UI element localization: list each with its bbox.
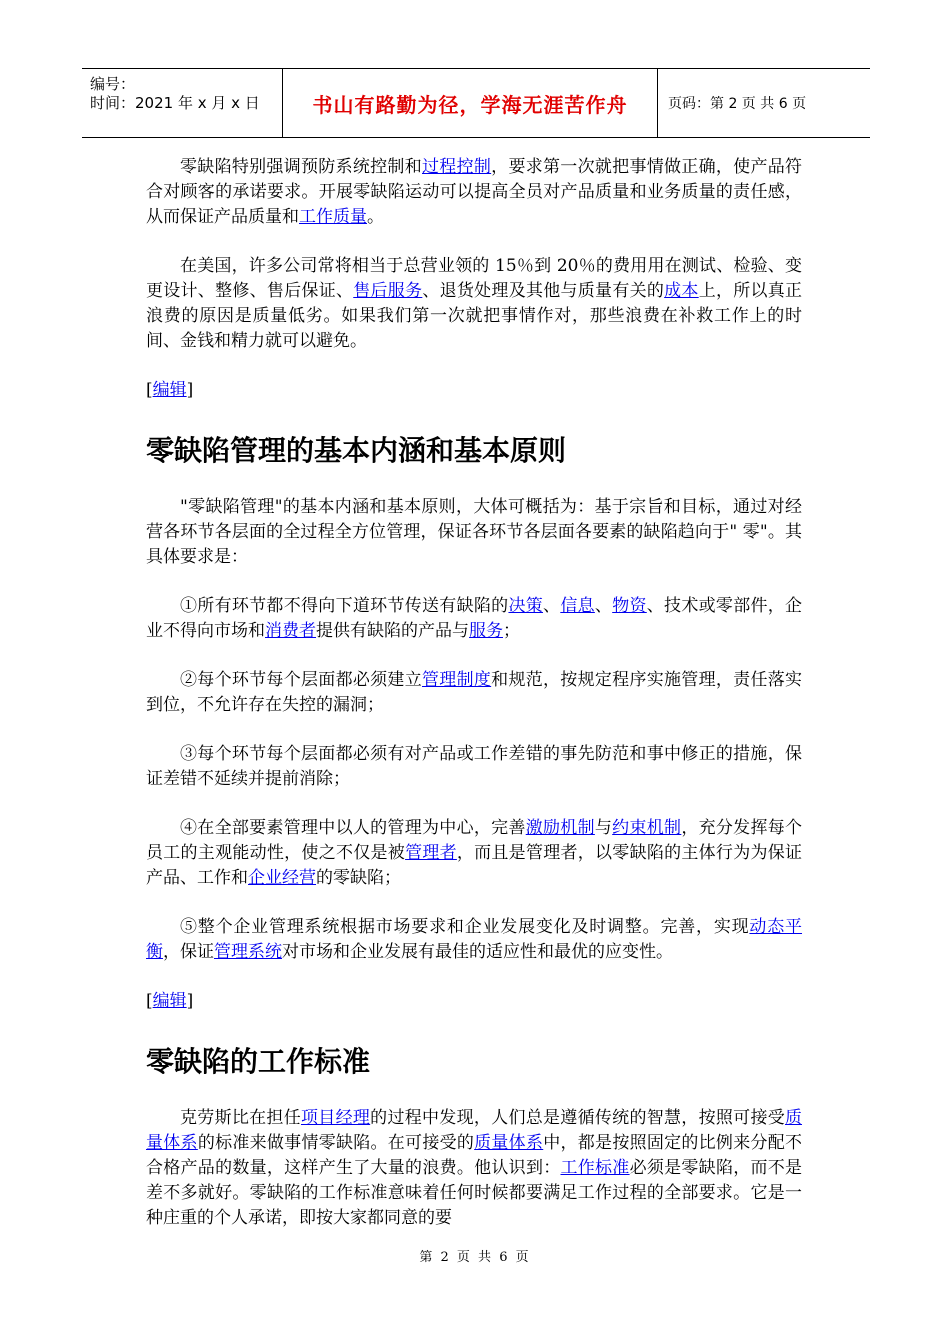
- list-item: ④在全部要素管理中以人的管理为中心，完善激励机制与约束机制，充分发挥每个员工的主观能动性，使之不仅是被管理者，而且是管理者，以零缺陷的主体行为为保证产品、工作和企业经营的零缺陷；: [146, 818, 803, 888]
- section-heading: 零缺陷管理的基本内涵和基本原则: [146, 434, 567, 467]
- link-work-standard[interactable]: 工作标准: [560, 1158, 630, 1178]
- list-item: ③每个环节每个层面都必须有对产品或工作差错的事先防范和事中修正的措施，保证差错不延续并提前消除；: [146, 744, 802, 789]
- link-manager[interactable]: 管理者: [405, 843, 457, 863]
- link-project-manager[interactable]: 项目经理: [301, 1108, 371, 1128]
- link-management-system[interactable]: 管理制度: [422, 670, 492, 690]
- list-item: ②每个环节每个层面都必须建立管理制度和规范，按规定程序实施管理，责任落实到位，不允许存在失控的漏洞；: [146, 670, 803, 715]
- link-cost[interactable]: 成本: [664, 281, 699, 301]
- edit-link[interactable]: 编辑: [152, 991, 187, 1011]
- page-header: [82, 68, 870, 138]
- link-work-quality[interactable]: 工作质量: [299, 207, 367, 227]
- link-incentive-mechanism[interactable]: 激励机制: [525, 818, 595, 838]
- link-dynamic-balance[interactable]: 动态平衡: [146, 917, 803, 962]
- paragraph: 零缺陷特别强调预防系统控制和过程控制，要求第一次就把事情做正确，使产品符合对顾客的承诺要求。开展零缺陷运动可以提高全员对产品质量和业务质量的责任感，从而保证产品质量和工作质量。: [146, 157, 803, 227]
- link-quality-system[interactable]: 质量体系: [146, 1108, 803, 1153]
- link-after-sales-service[interactable]: 售后服务: [353, 281, 423, 301]
- page-footer: 第 2 页 共 6 页: [419, 1250, 531, 1265]
- edit-link[interactable]: 编辑: [152, 380, 187, 400]
- paragraph: 在美国，许多公司常将相当于总营业领的 15％到 20％的费用用在测试、检验、变更设计、整修、售后保证、售后服务、退货处理及其他与质量有关的成本上，所以真正浪费的原因是质量低劣。如果我们第一次就把事情作对，那些浪费在补救工作上的时间、金钱和精力就可以避免。: [146, 256, 803, 351]
- link-service[interactable]: 服务: [469, 621, 503, 641]
- document-body: [146, 155, 802, 1231]
- link-process-control[interactable]: 过程控制: [422, 157, 492, 177]
- link-management-systems[interactable]: 管理系统: [214, 942, 282, 962]
- link-quality-system-2[interactable]: 质量体系: [474, 1133, 544, 1153]
- header-motto: 书山有路勤为径，学海无涯苦作舟: [282, 69, 658, 137]
- paragraph: 克劳斯比在担任项目经理的过程中发现，人们总是遵循传统的智慧，按照可接受质量体系的标准来做事情零缺陷。在可接受的质量体系中，都是按照固定的比例来分配不合格产品的数量，这样产生了大量的浪费。他认识到：工作标准必须是零缺陷，而不是差不多就好。零缺陷的工作标准意味着任何时候都要满足工作过程的全部要求。它是一种庄重的个人承诺，即按大家都同意的要: [146, 1108, 803, 1228]
- edit-link-wrapper: [编辑]: [146, 991, 194, 1011]
- list-item: ⑤整个企业管理系统根据市场要求和企业发展变化及时调整。完善，实现动态平衡，保证管理系统对市场和企业发展有最佳的适应性和最优的应变性。: [146, 917, 803, 962]
- paragraph: "零缺陷管理"的基本内涵和基本原则，大体可概括为：基于宗旨和目标，通过对经营各环节各层面的全过程全方位管理，保证各环节各层面各要素的缺陷趋向于" 零"。其具体要求是：: [146, 497, 802, 567]
- link-consumer[interactable]: 消费者: [265, 621, 316, 641]
- link-constraint-mechanism[interactable]: 约束机制: [612, 818, 682, 838]
- doc-date-label: 时间：2021 年 x 月 x 日: [90, 94, 260, 112]
- header-left: [82, 69, 282, 137]
- edit-link-wrapper: [编辑]: [146, 380, 194, 400]
- link-enterprise-operation[interactable]: 企业经营: [248, 868, 316, 888]
- link-materials[interactable]: 物资: [612, 596, 647, 616]
- header-page-label: 页码：第 2 页 共 6 页: [668, 96, 807, 112]
- section-heading: 零缺陷的工作标准: [146, 1045, 371, 1078]
- link-decision[interactable]: 决策: [508, 596, 544, 616]
- doc-number-label: 编号：: [90, 75, 136, 93]
- link-information[interactable]: 信息: [560, 596, 595, 616]
- list-item: ①所有环节都不得向下道环节传送有缺陷的决策、信息、物资、技术或零部件，企业不得向市场和消费者提供有缺陷的产品与服务；: [146, 596, 803, 641]
